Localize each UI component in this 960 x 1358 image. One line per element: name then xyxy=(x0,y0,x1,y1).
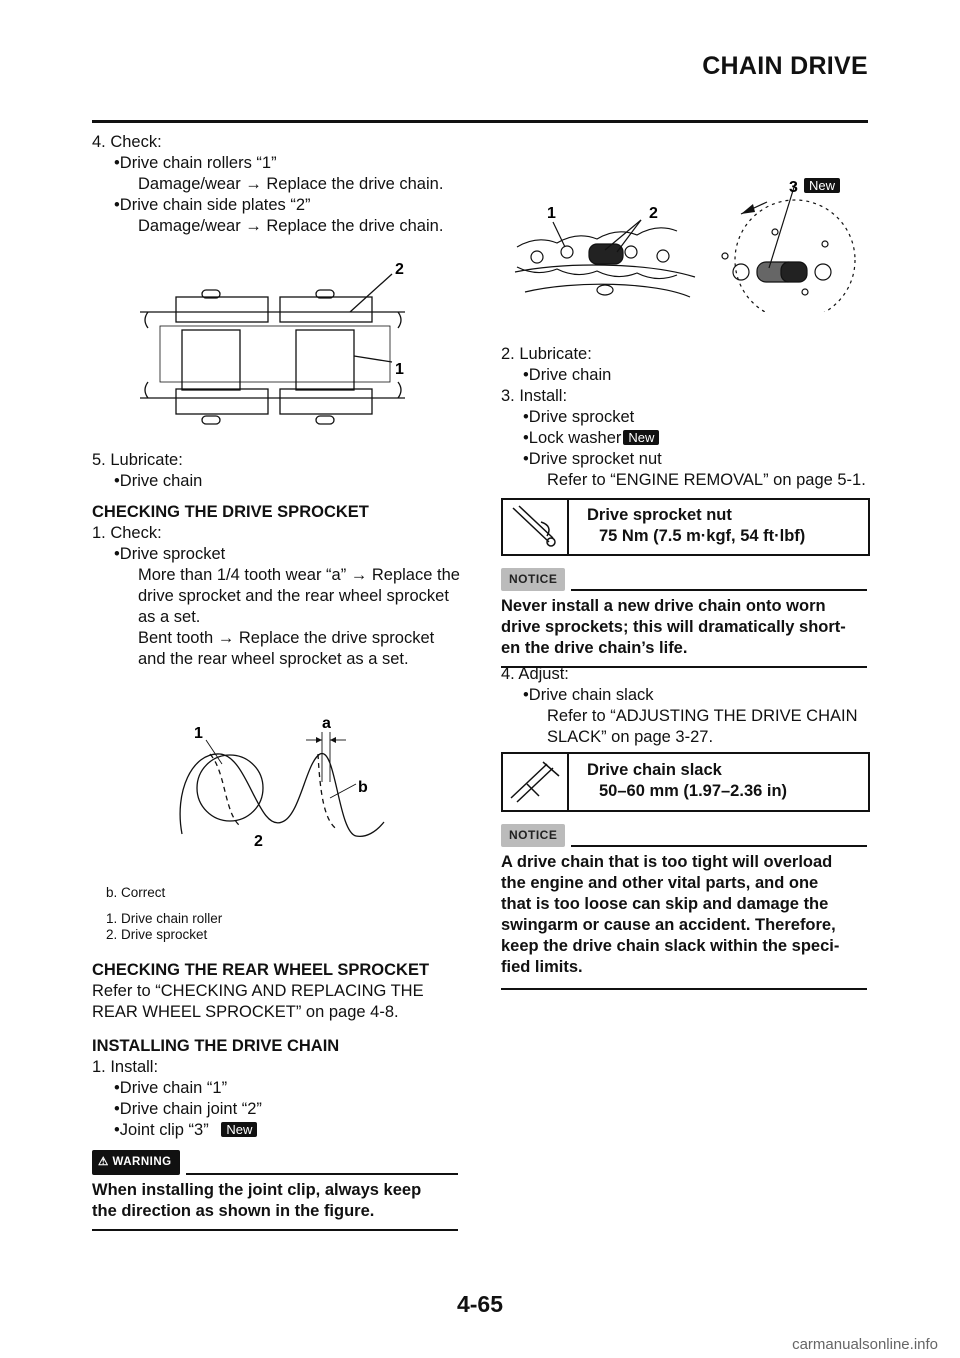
detail-text: Refer to “ADJUSTING THE DRIVE CHAIN xyxy=(547,707,858,725)
detail-text: and the rear wheel sprocket as a set. xyxy=(138,650,409,668)
bullet-item: • Drive chain xyxy=(501,365,869,386)
new-badge: New xyxy=(804,178,840,193)
step-text: 1. Check: xyxy=(92,524,162,542)
detail-text: as a set. xyxy=(138,608,201,626)
notice-rule xyxy=(571,589,867,591)
left-column-top xyxy=(92,132,460,237)
slack-value: 50–60 mm (1.97–2.36 in) xyxy=(599,782,788,800)
figure-caption: 1. Drive chain roller xyxy=(106,911,223,926)
sprocket-tooth-figure xyxy=(170,712,400,852)
figure-label: 3 xyxy=(789,179,798,196)
notice-text: drive sprockets; this will dramatically short- xyxy=(501,618,846,636)
bullet-item xyxy=(92,1120,460,1141)
step-text: 4. Adjust: xyxy=(501,665,569,683)
new-badge: New xyxy=(221,1122,257,1137)
notice-text: the engine and other vital parts, and one xyxy=(501,874,819,892)
notice-text: that is too loose can skip and damage the xyxy=(501,895,829,913)
figure-label: 1 xyxy=(194,725,203,742)
figure-label: 2 xyxy=(254,833,263,850)
notice-bottom-rule xyxy=(501,988,867,990)
detail-text: SLACK” on page 3-27. xyxy=(547,728,714,746)
section-heading: CHECKING THE REAR WHEEL SPROCKET xyxy=(92,961,430,979)
bullet-item: • Drive sprocket xyxy=(501,407,869,428)
torque-spec-box xyxy=(501,498,870,556)
step-text: 4. Check: xyxy=(92,133,162,151)
bullet-item: • Drive chain side plates “2” xyxy=(92,195,460,216)
step-text: 3. Install: xyxy=(501,387,568,405)
warning-bottom-rule xyxy=(92,1229,458,1231)
bullet-item: • Drive chain “1” xyxy=(92,1078,460,1099)
bullet-item: • Drive chain xyxy=(92,471,460,492)
joint-clip-label: Joint clip “3” xyxy=(119,1121,209,1139)
header-rule xyxy=(92,120,868,123)
figure-label: 2 xyxy=(649,205,658,222)
warning-block xyxy=(92,1150,458,1231)
notice-rule xyxy=(571,845,867,847)
section-heading: CHECKING THE DRIVE SPROCKET xyxy=(92,503,369,521)
figure-caption: b. Correct xyxy=(106,885,166,900)
page-title: CHAIN DRIVE xyxy=(702,52,868,80)
left-column-mid xyxy=(92,450,460,670)
caliper-icon xyxy=(503,754,569,810)
detail-text: Damage/wear → Replace the drive chain. xyxy=(138,175,444,193)
figure-label: a xyxy=(322,715,331,732)
notice-text: en the drive chain’s life. xyxy=(501,639,688,657)
torque-title: Drive sprocket nut xyxy=(587,506,732,524)
slack-spec-box xyxy=(501,752,870,812)
warning-badge xyxy=(92,1150,180,1175)
step-text: 2. Lubricate: xyxy=(501,345,592,363)
detail-text: Refer to “ENGINE REMOVAL” on page 5-1. xyxy=(547,471,866,489)
chain-link-figure xyxy=(140,252,430,442)
notice-text: keep the drive chain slack within the speci- xyxy=(501,937,840,955)
figure-label: 2 xyxy=(395,261,404,278)
bullet-item: • Drive chain rollers “1” xyxy=(92,153,460,174)
figure-label: 1 xyxy=(547,205,556,222)
bullet-item: • Drive chain slack xyxy=(501,685,869,706)
step-text: 1. Install: xyxy=(92,1058,159,1076)
figure-label: b xyxy=(358,779,368,796)
warning-icon: ⚠ xyxy=(98,1156,109,1168)
detail-text: drive sprocket and the rear wheel sprocket xyxy=(138,587,449,605)
bullet-item xyxy=(501,428,869,449)
torque-wrench-icon xyxy=(503,500,569,554)
notice-badge: NOTICE xyxy=(501,568,565,591)
notice-text: fied limits. xyxy=(501,958,583,976)
notice-text: Never install a new drive chain onto worn xyxy=(501,597,826,615)
detail-text: More than 1/4 tooth wear “a” → Replace the xyxy=(138,566,460,584)
warning-label: WARNING xyxy=(112,1156,172,1168)
right-column-mid xyxy=(501,664,869,748)
figure-caption-block xyxy=(106,885,474,943)
figure-caption: 2. Drive sprocket xyxy=(106,927,208,942)
notice-text: swingarm or cause an accident. Therefore, xyxy=(501,916,836,934)
bullet-item: • Drive chain joint “2” xyxy=(92,1099,460,1120)
page-number: 4-65 xyxy=(456,1291,504,1317)
torque-value: 75 Nm (7.5 m·kgf, 54 ft·lbf) xyxy=(599,527,806,545)
body-text: REAR WHEEL SPROCKET” on page 4-8. xyxy=(92,1003,399,1021)
warning-rule xyxy=(186,1173,458,1175)
chain-install-figure xyxy=(505,172,865,312)
notice-text: A drive chain that is too tight will overload xyxy=(501,853,833,871)
new-badge: New xyxy=(623,430,659,445)
step-text: 5. Lubricate: xyxy=(92,451,183,469)
right-column-top xyxy=(501,344,869,491)
slack-title: Drive chain slack xyxy=(587,761,722,779)
warning-text: When installing the joint clip, always keep xyxy=(92,1181,422,1199)
body-text: Refer to “CHECKING AND REPLACING THE xyxy=(92,982,424,1000)
detail-text: Bent tooth → Replace the drive sprocket xyxy=(138,629,435,647)
bullet-item: • Drive sprocket xyxy=(92,544,460,565)
notice-block xyxy=(501,568,867,668)
figure-label: 1 xyxy=(395,361,404,378)
notice-block-2 xyxy=(501,824,867,990)
section-heading: INSTALLING THE DRIVE CHAIN xyxy=(92,1037,340,1055)
bullet-item: • Drive sprocket nut xyxy=(501,449,869,470)
lock-washer-label: Lock washer xyxy=(528,429,622,447)
notice-badge: NOTICE xyxy=(501,824,565,847)
watermark: carmanualsonline.info xyxy=(792,1336,938,1353)
left-column-lower xyxy=(92,960,460,1141)
warning-text: the direction as shown in the figure. xyxy=(92,1202,375,1220)
detail-text: Damage/wear → Replace the drive chain. xyxy=(138,217,444,235)
